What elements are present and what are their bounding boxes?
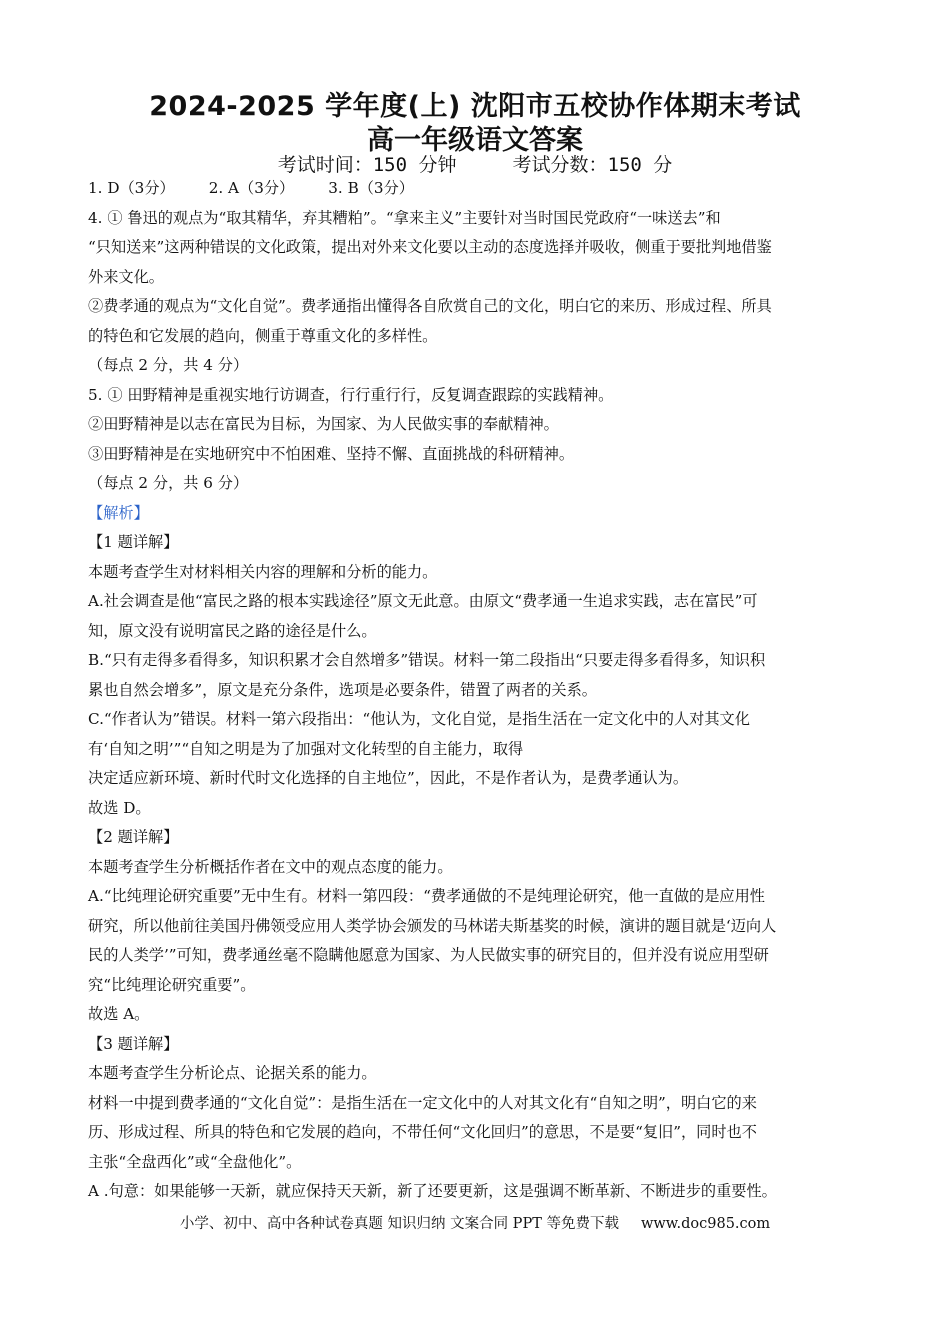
footer-link[interactable]: www.doc985.com [640, 1216, 771, 1232]
text-line: A.社会调查是他“富民之路的根本实践途径”原文无此意。由原文“费孝通一生追求实践，志在富民”可 [88, 592, 758, 610]
choice-answers-line [88, 174, 868, 204]
analysis-heading: 【解析】 [88, 503, 149, 522]
text-line: C.“作者认为”错误。材料一第六段指出：“他认为，文化自觉，是指生活在一定文化中的人对其文化 [88, 710, 750, 728]
answer-1: 1. D（3分） [88, 179, 175, 197]
text-line: ③田野精神是在实地研究中不怕困难、坚持不懈、直面挑战的科研精神。 [88, 444, 574, 463]
text-line: （每点 2 分，共 4 分） [88, 356, 249, 374]
text-line: A .句意：如果能够一天新，就应保持天天新，新了还要更新，这是强调不断革新、不断进步的重要性。 [88, 1182, 777, 1200]
answer-2: 2. A（3分） [208, 179, 295, 197]
text-line: 知，原文没有说明富民之路的途径是什么。 [88, 621, 377, 640]
text-line: “只知送来”这两种错误的文化政策，提出对外来文化要以主动的态度选择并吸收，侧重于要批判地借鉴 [88, 238, 772, 256]
text-line: 究“比纯理论研究重要”。 [88, 975, 256, 994]
text-line: 外来文化。 [88, 267, 164, 286]
text-line: 民的人类学’”可知，费孝通丝毫不隐瞒他愿意为国家、为人民做实事的研究目的，但并没有说应用型研 [88, 946, 769, 964]
section-heading: 【2 题详解】 [88, 828, 179, 846]
text-line: ②田野精神是以志在富民为目标，为国家、为人民做实事的奉献精神。 [88, 415, 559, 433]
text-line: 决定适应新环境、新时代时文化选择的自主地位”，因此，不是作者认为，是费孝通认为。 [88, 769, 689, 787]
text-line: 故选 D。 [88, 798, 151, 817]
exam-info [0, 150, 950, 177]
page-title: 2024-2025 学年度(上) 沈阳市五校协作体期末考试 [149, 91, 801, 122]
section-heading: 【3 题详解】 [88, 1034, 179, 1053]
text-line: 累也自然会增多”，原文是充分条件，选项是必要条件，错置了两者的关系。 [88, 680, 597, 699]
text-line: 5. ① 田野精神是重视实地行访调查，行行重行行，反复调查跟踪的实践精神。 [88, 385, 614, 404]
text-line: 的特色和它发展的趋向，侧重于尊重文化的多样性。 [88, 326, 438, 345]
text-line: 有‘自知之明’”“自知之明是为了加强对文化转型的自主能力，取得 [88, 739, 524, 758]
section-heading: 【1 题详解】 [88, 533, 179, 551]
footer-text: 小学、初中、高中各种试卷真题 知识归纳 文案合同 PPT 等免费下载 [179, 1216, 619, 1232]
answer-3: 3. B（3分） [328, 179, 414, 197]
text-line: ②费孝通的观点为“文化自觉”。费孝通指出懂得各自欣赏自己的文化，明白它的来历、形成过程、所具 [88, 297, 772, 315]
text-line: 材料一中提到费孝通的“文化自觉”：是指生活在一定文化中的人对其文化有“自知之明”，明白它的来 [88, 1093, 757, 1112]
text-line: 主张“全盘西化”或“全盘他化”。 [88, 1152, 302, 1171]
text-line: A.“比纯理论研究重要”无中生有。材料一第四段：“费孝通做的不是纯理论研究，他一直做的是应用性 [88, 887, 765, 905]
page-footer [0, 1212, 950, 1233]
exam-score: 考试分数：150 分 [512, 154, 673, 176]
page-subtitle: 高一年级语文答案 [367, 125, 583, 156]
text-line: 研究，所以他前往美国丹佛领受应用人类学协会颁发的马林诺夫斯基奖的时候，演讲的题目就是‘迈向人 [88, 916, 777, 935]
text-line: 本题考查学生分析概括作者在文中的观点态度的能力。 [88, 857, 453, 876]
text-line: （每点 2 分，共 6 分） [88, 474, 249, 492]
text-line: 本题考查学生对材料相关内容的理解和分析的能力。 [88, 562, 438, 581]
exam-time: 考试时间：150 分钟 [277, 154, 457, 176]
text-line: 4. ① 鲁迅的观点为“取其精华，弃其糟粕”。“拿来主义”主要针对当时国民党政府“一味送去”和 [88, 208, 721, 227]
text-line: B.“只有走得多看得多，知识积累才会自然增多”错误。材料一第二段指出“只要走得多看得多，知识积 [88, 651, 766, 669]
text-line: 本题考查学生分析论点、论据关系的能力。 [88, 1064, 377, 1082]
text-line: 历、形成过程、所具的特色和它发展的趋向，不带任何“文化回归”的意思，不是要“复旧”，同时也不 [88, 1123, 757, 1141]
answer-body [88, 174, 868, 1207]
text-line: 故选 A。 [88, 1005, 150, 1023]
